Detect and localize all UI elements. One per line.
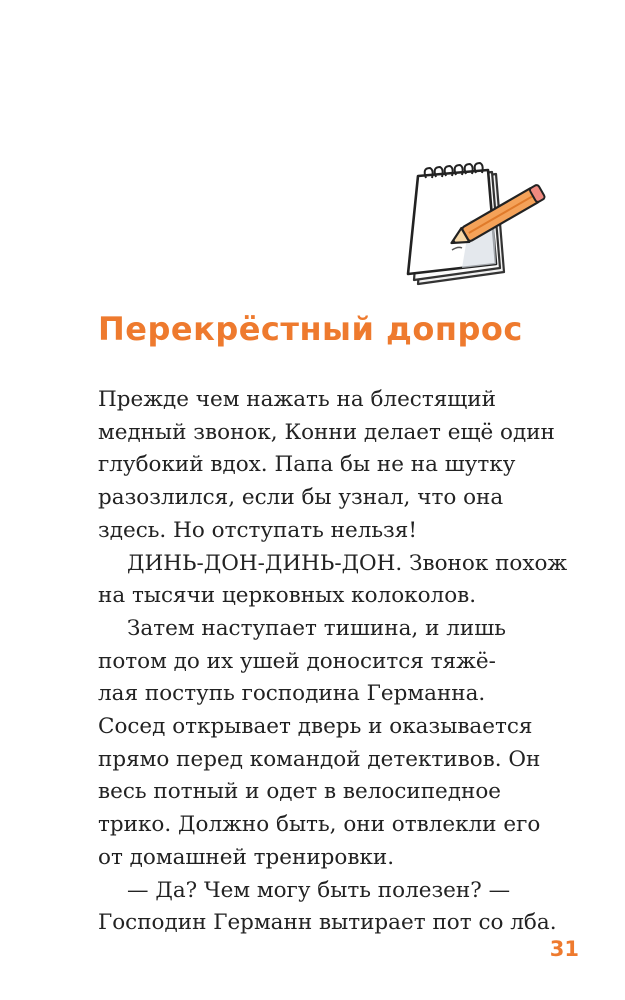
- text-line: Прежде чем нажать на блестящий: [98, 387, 496, 412]
- text-line: разозлился, если бы узнал, что она: [98, 485, 504, 511]
- text-line: на тысячи церковных колоколов.: [98, 583, 477, 609]
- text-line: глубокий вдох. Папа бы не на шутку: [98, 452, 516, 478]
- text-line: медный звонок, Конни делает ещё один: [98, 419, 555, 445]
- text-line: весь потный и одет в велосипедное: [98, 779, 502, 805]
- text-line: — Да? Чем могу быть полезен? —: [127, 877, 511, 903]
- text-line: прямо перед командой детективов. Он: [98, 746, 541, 772]
- text-line: Затем наступает тишина, и лишь: [127, 615, 506, 641]
- text-line: потом до их ушей доносится тяжё-: [98, 648, 496, 674]
- text-line: Сосед открывает дверь и оказывается: [98, 714, 533, 740]
- text-line: от домашней тренировки.: [98, 844, 395, 870]
- text-line: здесь. Но отступать нельзя!: [98, 517, 417, 543]
- body-text: [98, 384, 568, 940]
- text-line: лая поступь господина Германна.: [98, 681, 486, 707]
- text-line: ДИНЬ-ДОН-ДИНЬ-ДОН. Звонок похож: [127, 550, 568, 576]
- page-number: 31: [549, 937, 579, 961]
- notepad-with-pencil-icon: [400, 160, 550, 290]
- text-line: Господин Германн вытирает пот со лба.: [98, 910, 557, 936]
- chapter-title: Перекрёстный допрос: [98, 310, 523, 348]
- text-line: трико. Должно быть, они отвлекли его: [98, 812, 541, 838]
